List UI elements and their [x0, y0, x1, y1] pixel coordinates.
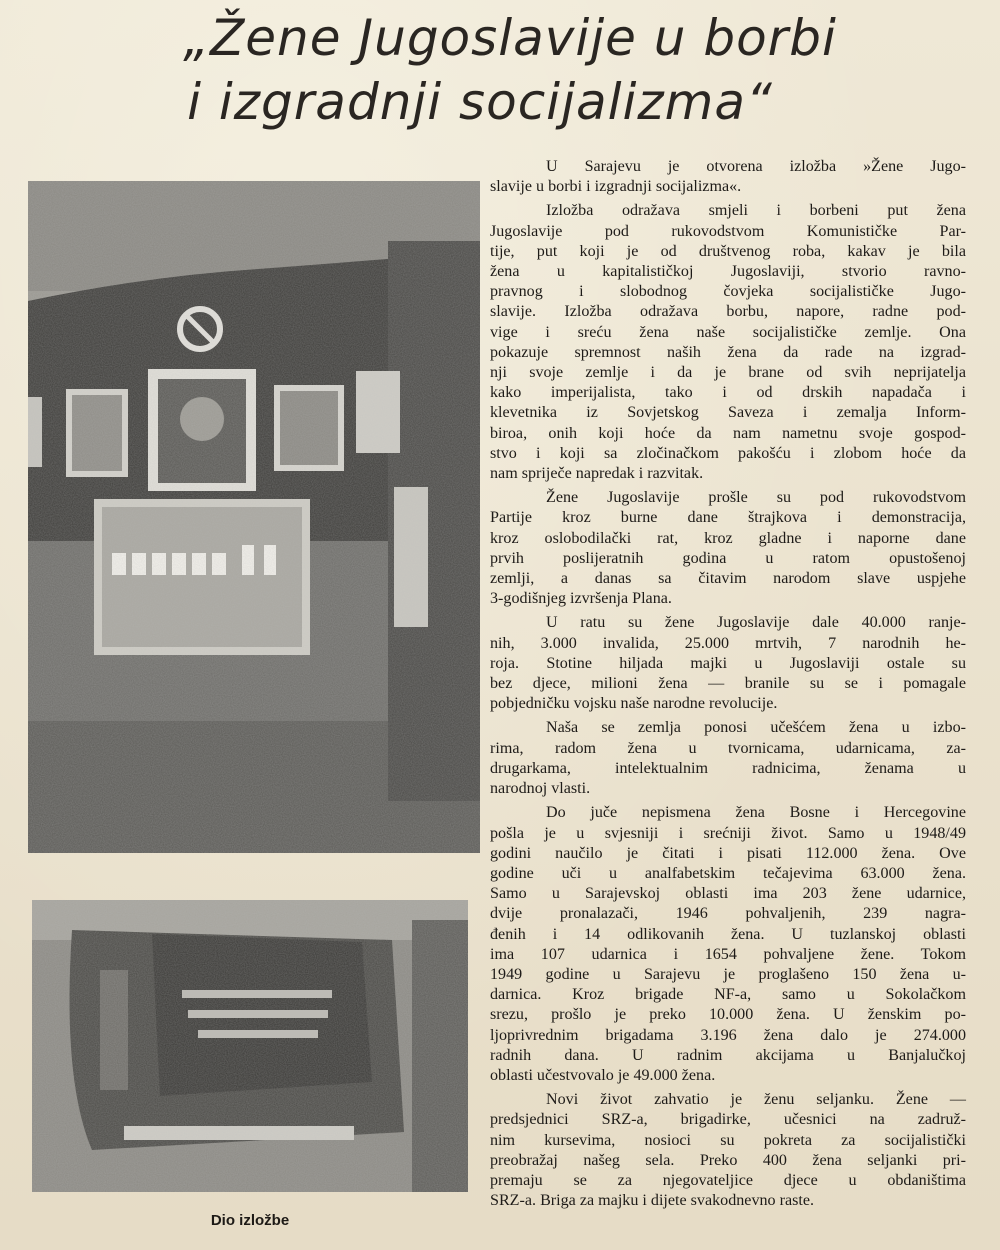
article-paragraph — [490, 803, 966, 1086]
article-line: premaju se za njegovateljice djece u obdaništima — [490, 1171, 966, 1189]
article-line: biroa, onih koji hoće da nam nametnu svoje gospod- — [490, 424, 966, 442]
article-line: slavije u borbi i izgradnji socijalizma«. — [490, 178, 742, 196]
exhibition-photo-icon — [28, 181, 480, 853]
article-line: Žene Jugoslavije prošle su pod rukovodstvom — [546, 489, 966, 507]
article-line: kroz oslobodilački rat, kroz gladne i naporne dane — [490, 529, 966, 547]
article-line: U Sarajevu je otvorena izložba »Žene Jugo- — [546, 158, 966, 175]
banner-photo — [32, 900, 468, 1192]
article-line: tije, put koji je od društvenog roba, kakav je bila — [490, 242, 966, 260]
headline — [150, 6, 870, 134]
article-line: Samo u Sarajevskoj oblasti ima 203 žene udarnice, — [490, 885, 966, 903]
article-line: 1949 godine u Sarajevu je proglašeno 150 žena u- — [490, 965, 966, 983]
article-paragraph — [490, 488, 966, 609]
article-line: Partije kroz burne dane štrajkova i demonstracija, — [490, 509, 966, 527]
exhibition-photo — [28, 181, 480, 853]
headline-line-2: i izgradnji socijalizma“ — [187, 73, 773, 131]
article-line: Naša se zemlja ponosi učešćem žena u izbo- — [546, 719, 966, 737]
article-line: predsjednici SRZ-a, brigadirke, učesnici na zadruž- — [490, 1111, 966, 1129]
article-line: dvije pronalazači, 1946 pohvaljenih, 239 nagra- — [490, 905, 966, 923]
article-line: narodnoj vlasti. — [490, 780, 591, 798]
article-line: Izložba odražava smjeli i borbeni put žena — [546, 202, 966, 220]
article-line: radnih dana. U radnim akcijama u Banjalučkoj — [490, 1046, 966, 1064]
article-line: nji svoje zemlje i da je brane od svih neprijatelja — [490, 364, 966, 382]
article-line: godine uči u analfabetskim tečajevima 63.000 žena. — [490, 864, 966, 882]
article-line: bez djece, milioni žena — branile su se i pomagale — [490, 675, 966, 693]
article-line: nam spriječe napredak i razvitak. — [490, 465, 704, 483]
article-line: Novi život zahvatio je ženu seljanku. Žene — — [546, 1091, 966, 1109]
article-line: SRZ-a. Briga za majku i dijete svakodnevno raste. — [490, 1192, 815, 1210]
article-body — [490, 157, 966, 1215]
article-line: srezu, prošlo je preko 10.000 žena. U ženskim po- — [490, 1006, 966, 1024]
article-line: rima, radom žena u tvornicama, udarnicama, za- — [490, 739, 966, 757]
article-paragraph — [490, 1090, 966, 1211]
article-paragraph — [490, 718, 966, 799]
article-line: U ratu su žene Jugoslavije dale 40.000 ranje- — [546, 614, 966, 632]
banner-photo-icon — [32, 900, 468, 1192]
article-line: preobražaj našeg sela. Preko 400 žena seljanki pri- — [490, 1151, 966, 1169]
article-line: slavije. Izložba odražava borbu, napore, radne pod- — [490, 303, 966, 321]
article-line: stvo i koji sa zločinačkom pakošću i zlobom hoće da — [490, 444, 966, 462]
article-line: pokazuje spremnost naših žena da rade na izgrad- — [490, 343, 966, 361]
article-line: đenih i 14 odlikovanih žena. U tuzlanskoj oblasti — [490, 925, 966, 943]
article-line: prvih poslijeratnih godina u ratom opustošenoj — [490, 549, 966, 567]
article-paragraph — [490, 201, 966, 484]
article-line: zemlji, a danas sa čitavim narodom slave uspjehe — [490, 570, 966, 588]
article-line: žena u kapitalističkoj Jugoslaviji, stvorio ravno- — [490, 263, 966, 281]
article-line: ljoprivrednim brigadama 3.196 žena dalo je 274.000 — [490, 1026, 966, 1044]
article-line: godini naučilo je čitati i pisati 112.000 žena. Ove — [490, 844, 966, 862]
article-line: oblasti učestvovalo je 49.000 žena. — [490, 1066, 716, 1084]
article-line: nim kursevima, nosioci su pokreta za socijalistički — [490, 1131, 966, 1149]
article-line: nih, 3.000 invalida, 25.000 mrtvih, 7 narodnih he- — [490, 634, 966, 652]
photo-caption: Dio izložbe — [210, 1212, 290, 1229]
article-line: ima 107 udarnica i 1654 pohvaljene žene. Tokom — [490, 945, 966, 963]
article-line: pošla je u svjesniji i srećniji život. Samo u 1948/49 — [490, 824, 966, 842]
article-line: roja. Stotine hiljada majki u Jugoslaviji ostale su — [490, 654, 966, 672]
article-line: Do juče nepismena žena Bosne i Hercegovine — [546, 804, 966, 822]
article-line: pravnog i slobodnog čovjeka socijalističke Jugo- — [490, 283, 966, 301]
article-line: Jugoslavije pod rukovodstvom Komunističke Par- — [490, 222, 966, 240]
article-paragraph — [490, 613, 966, 714]
headline-line-1: „Žene Jugoslavije u borbi — [183, 9, 837, 67]
article-line: drugarkama, intelektualnim radnicima, ženama u — [490, 759, 966, 777]
article-line: vige i sreću žena naše socijalističke zemlje. Ona — [490, 323, 966, 341]
article-paragraph — [490, 157, 966, 197]
article-line: 3-godišnjeg izvršenja Plana. — [490, 590, 672, 608]
article-line: kako imperijalista, tako i od drskih napadača i — [490, 384, 966, 402]
article-line: pobjedničku vojsku naše narodne revolucije. — [490, 695, 778, 713]
article-line: darnica. Kroz brigade NF-a, samo u Sokolačkom — [490, 986, 966, 1004]
article-line: klevetnika iz Sovjetskog Saveza i zemalja Inform- — [490, 404, 966, 422]
